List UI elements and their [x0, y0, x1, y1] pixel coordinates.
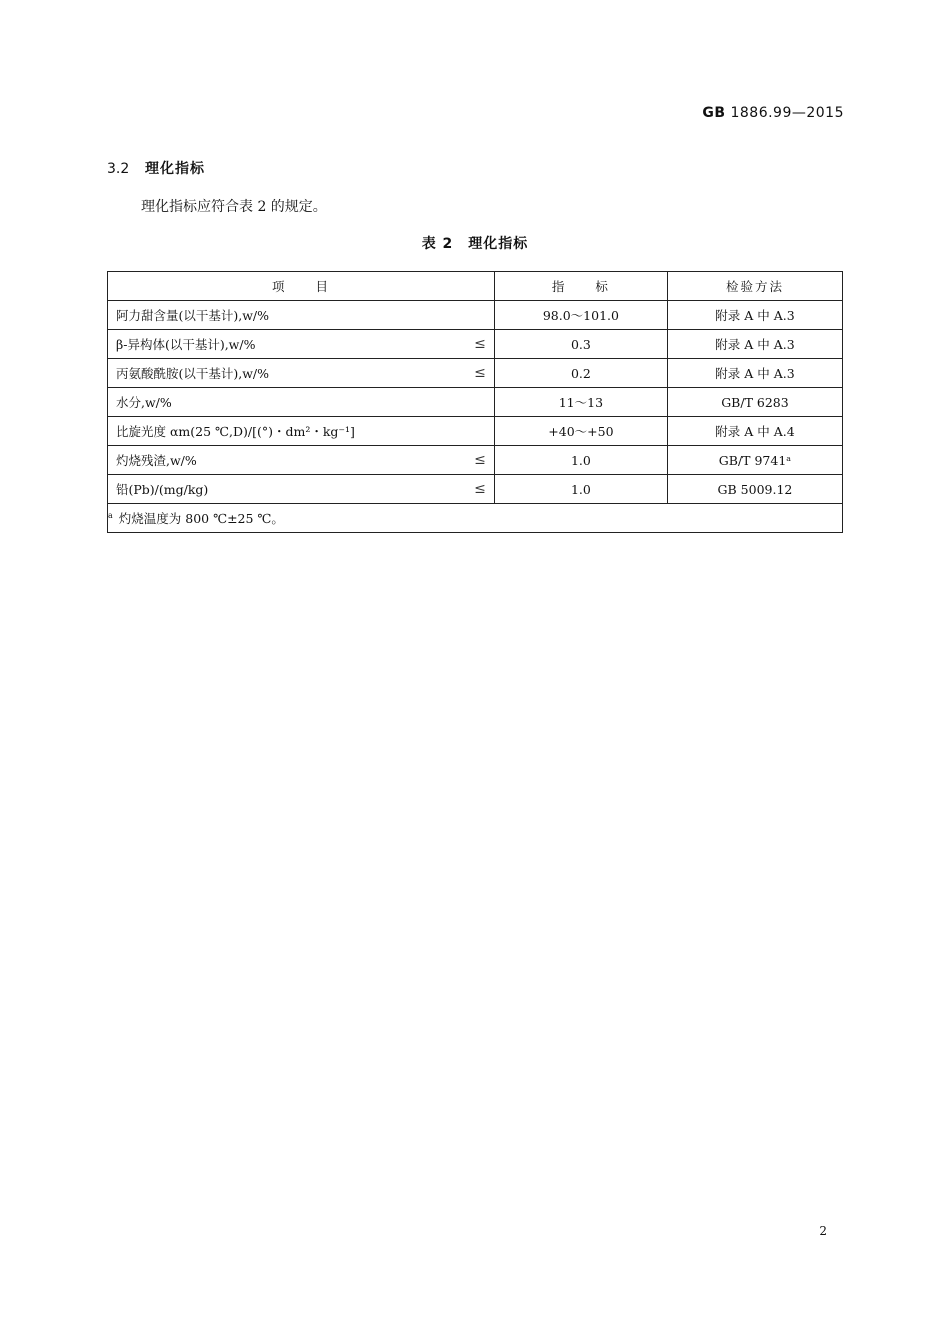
standard-code: 1886.99—2015 — [730, 105, 844, 121]
table-caption: 表 2 理化指标 — [421, 236, 529, 252]
lte-symbol: ≤ — [474, 336, 486, 352]
table-row — [108, 417, 843, 446]
row-value: 98.0～101.0 — [494, 301, 667, 330]
row-item: 铅(Pb)/(mg/kg) — [116, 482, 209, 497]
row-value: +40～+50 — [494, 417, 667, 446]
row-item: 阿力甜含量(以干基计),w/% — [116, 308, 270, 323]
row-value: 0.2 — [494, 359, 667, 388]
table-row — [108, 475, 843, 504]
section-title: 理化指标 — [145, 161, 205, 177]
row-item: 比旋光度 αm(25 ℃,D)/[(°)・dm²・kg⁻¹] — [116, 424, 355, 439]
row-method: GB 5009.12 — [667, 475, 842, 504]
standard-number — [702, 105, 844, 121]
row-item-cell — [108, 359, 495, 388]
row-item-cell — [108, 301, 495, 330]
lte-symbol: ≤ — [474, 365, 486, 381]
table-row — [108, 330, 843, 359]
row-method: GB/T 9741ᵃ — [667, 446, 842, 475]
row-value: 1.0 — [494, 446, 667, 475]
page-number: 2 — [819, 1224, 827, 1238]
standard-prefix: GB — [702, 105, 726, 121]
row-method: 附录 A 中 A.3 — [667, 301, 842, 330]
row-item: 丙氨酸酰胺(以干基计),w/% — [116, 366, 270, 381]
footnote-text: 灼烧温度为 800 ℃±25 ℃。 — [118, 511, 284, 526]
header-value: 指 标 — [494, 272, 667, 301]
footnote-mark: a — [108, 510, 113, 520]
row-value: 1.0 — [494, 475, 667, 504]
row-item-cell — [108, 330, 495, 359]
spec-table — [107, 271, 843, 533]
header-method: 检验方法 — [667, 272, 842, 301]
row-value: 0.3 — [494, 330, 667, 359]
row-item-cell — [108, 417, 495, 446]
table-row — [108, 388, 843, 417]
body-paragraph: 理化指标应符合表 2 的规定。 — [141, 199, 327, 215]
row-item-cell — [108, 446, 495, 475]
table-footnote-row — [108, 504, 843, 533]
table-footnote — [108, 504, 843, 533]
row-item: 灼烧残渣,w/% — [116, 453, 197, 468]
row-method: GB/T 6283 — [667, 388, 842, 417]
row-item: β-异构体(以干基计),w/% — [116, 337, 256, 352]
row-value: 11～13 — [494, 388, 667, 417]
lte-symbol: ≤ — [474, 481, 486, 497]
row-item: 水分,w/% — [116, 395, 172, 410]
row-item-cell — [108, 388, 495, 417]
section-number: 3.2 — [107, 161, 130, 177]
table-row — [108, 301, 843, 330]
header-item: 项 目 — [108, 272, 495, 301]
table-row — [108, 359, 843, 388]
row-method: 附录 A 中 A.3 — [667, 330, 842, 359]
section-heading — [107, 158, 205, 178]
table-row — [108, 446, 843, 475]
row-item-cell — [108, 475, 495, 504]
row-method: 附录 A 中 A.3 — [667, 359, 842, 388]
table-header-row — [108, 272, 843, 301]
lte-symbol: ≤ — [474, 452, 486, 468]
row-method: 附录 A 中 A.4 — [667, 417, 842, 446]
